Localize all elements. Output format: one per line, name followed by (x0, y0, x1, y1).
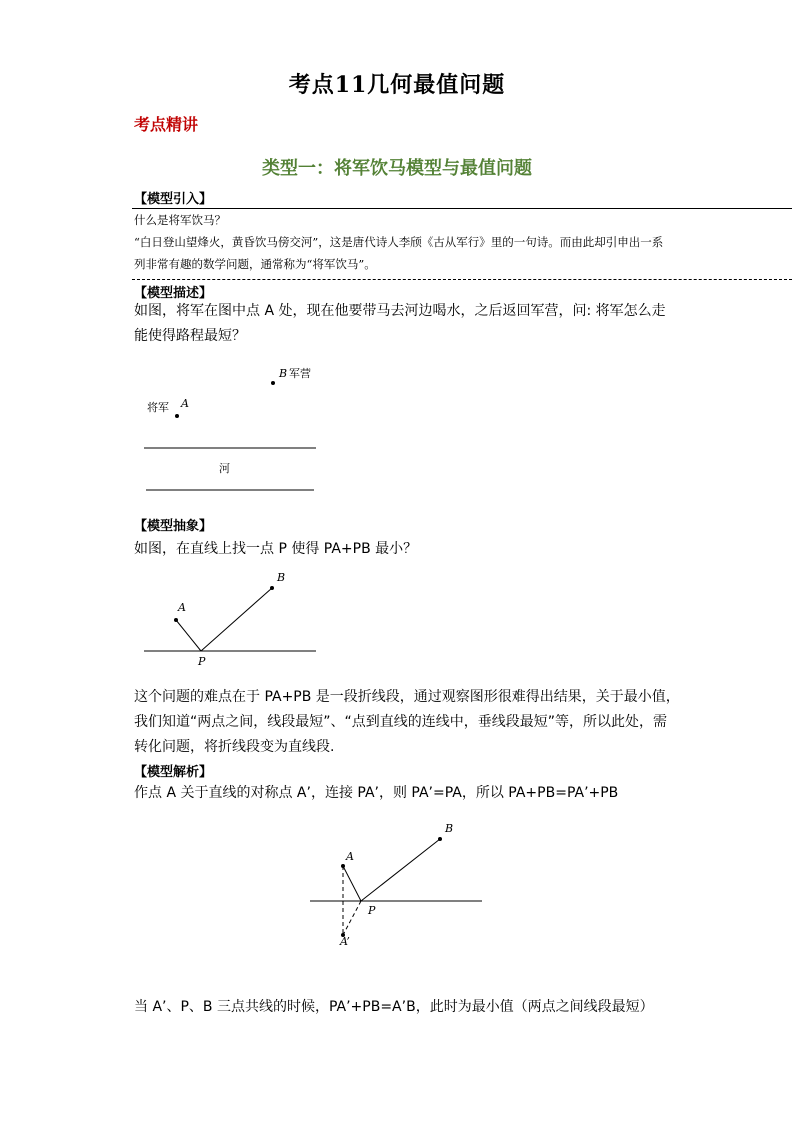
figure-abstraction (130, 565, 330, 675)
page-title: 考点11几何最值问题 (288, 72, 506, 98)
intro-bottom-rule (132, 279, 792, 280)
analysis-line-1: 作点 A 关于直线的对称点 A’，连接 PA’，则 PA’=PA，所以 PA+PB=PA’+PB (134, 785, 619, 801)
figure1-label-camp: 军营 (289, 367, 311, 380)
description-label: 【模型描述】 (134, 286, 213, 301)
difficulty-line-2: 我们知道“两点之间，线段最短”、“点到直线的连线中，垂线段最短”等，所以此处，需 (134, 714, 668, 730)
figure1-label-general: 将军 (147, 401, 169, 414)
figure3-segment-pa-prime (343, 901, 361, 935)
figure3-point-a (341, 864, 345, 868)
difficulty-line-1: 这个问题的难点在于 PA+PB 是一段折线段，通过观察图形很难得出结果，关于最小值， (134, 689, 680, 705)
figure-reflection (300, 812, 500, 952)
figure2-segment-pa (176, 620, 201, 651)
figure1-point-a (175, 414, 179, 418)
intro-line-1: 什么是将军饮马？ (134, 213, 226, 227)
intro-line-3: 列非常有趣的数学问题，通常称为“将军饮马”。 (134, 257, 376, 271)
figure2-label-p: P (198, 655, 206, 668)
figure2-label-b: B (277, 571, 286, 584)
figure3-segment-pb (361, 839, 440, 901)
description-line-1: 如图，将军在图中点 A 处，现在他要带马去河边喝水，之后返回军营，问: 将军怎么走 (134, 303, 666, 319)
figure3-segment-pa (343, 866, 361, 901)
figure2-point-b (270, 586, 274, 590)
figure1-label-a: A (181, 397, 189, 410)
figure1-point-b (271, 381, 275, 385)
intro-label: 【模型引入】 (134, 192, 213, 207)
intro-line-2: “白日登山望烽火，黄昏饮马傍交河”，这是唐代诗人李颀《古从军行》里的一句诗。而由此却引申出一系 (134, 235, 664, 249)
conclusion-line: 当 A’、P、B 三点共线的时候，PA’+PB=A’B，此时为最小值（两点之间线段最短） (134, 999, 654, 1015)
figure2-segment-pb (201, 588, 272, 651)
difficulty-line-3: 转化问题，将折线段变为直线段. (134, 739, 335, 755)
figure3-label-a-prime: A’ (340, 935, 350, 948)
figure1-label-river: 河 (219, 462, 230, 475)
description-line-2: 能使得路程最短？ (134, 328, 246, 344)
analysis-label: 【模型解析】 (134, 765, 213, 780)
section-heading: 考点精讲 (134, 115, 199, 134)
figure2-point-a (174, 618, 178, 622)
figure3-label-a: A (346, 850, 354, 863)
figure-general-river (130, 360, 330, 500)
figure3-label-b: B (445, 822, 454, 835)
abstraction-label: 【模型抽象】 (134, 519, 213, 534)
figure1-label-b: B (279, 367, 288, 380)
abstraction-line-1: 如图，在直线上找一点 P 使得 PA+PB 最小？ (134, 541, 418, 557)
figure3-label-p: P (368, 904, 376, 917)
type-title: 类型一：将军饮马模型与最值问题 (262, 158, 532, 179)
figure2-label-a: A (178, 601, 186, 614)
figure3-point-b (438, 837, 442, 841)
